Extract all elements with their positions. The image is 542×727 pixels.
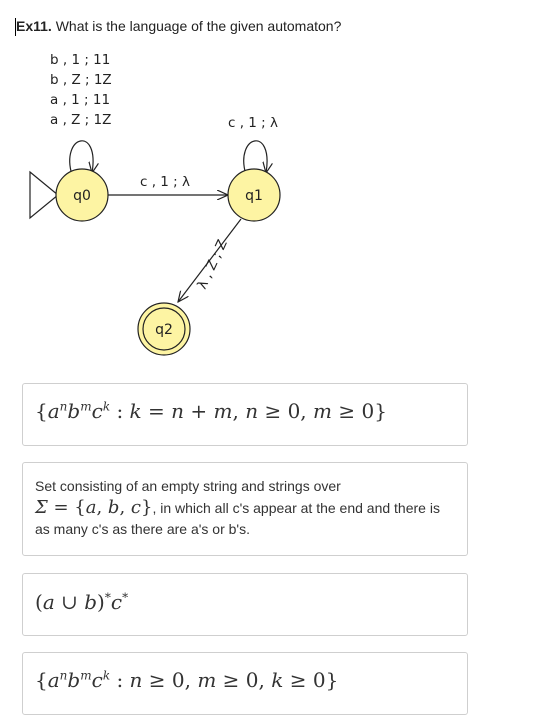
loop-q1-label: c , 1 ; λ [228,115,279,131]
option-2-formula: Σ = {a, b, c} [35,497,153,518]
state-q0 [56,169,108,221]
initial-state-marker [30,172,58,218]
edge-q0-q1-label: c , 1 ; λ [140,174,191,190]
edge-q1-q2-label: λ , Z ; Z [194,237,231,292]
answer-option-2[interactable] [22,462,468,556]
option-1-formula: {$a^nb^mc^k$ : k = n + m, n ≥ 0, m ≥ 0} [35,399,387,423]
question-number: Ex11. [16,18,52,34]
question-text: What is the language of the given automaton? [55,18,342,34]
answer-option-1[interactable] [22,383,468,446]
automaton-diagram [0,40,542,360]
state-q1 [228,169,280,221]
option-2-text [35,476,453,540]
state-q2 [138,303,190,355]
question-title [16,18,341,34]
loop-q0-label-3: a , 1 ; 11 [50,92,111,108]
loop-q0-label-1: b , 1 ; 11 [50,52,111,68]
answer-option-4[interactable] [22,652,468,715]
option-3-formula: (a ∪ b)*c* [35,590,129,614]
state-q0-label: q0 [73,188,91,204]
loop-q0-label-2: b , Z ; 1Z [50,72,112,88]
state-q2-label: q2 [155,322,173,338]
option-2-text-after: , in which all c's appear at the end and there is as many c's as there are a's or b's. [35,500,440,537]
loop-q0-label-4: a , Z ; 1Z [50,112,112,128]
option-4-formula: {$a^nb^mc^k$ : n ≥ 0, m ≥ 0, k ≥ 0} [35,668,339,692]
state-q1-label: q1 [245,188,263,204]
answer-option-3[interactable] [22,573,468,636]
option-2-text-before: Set consisting of an empty string and strings over [35,478,341,494]
